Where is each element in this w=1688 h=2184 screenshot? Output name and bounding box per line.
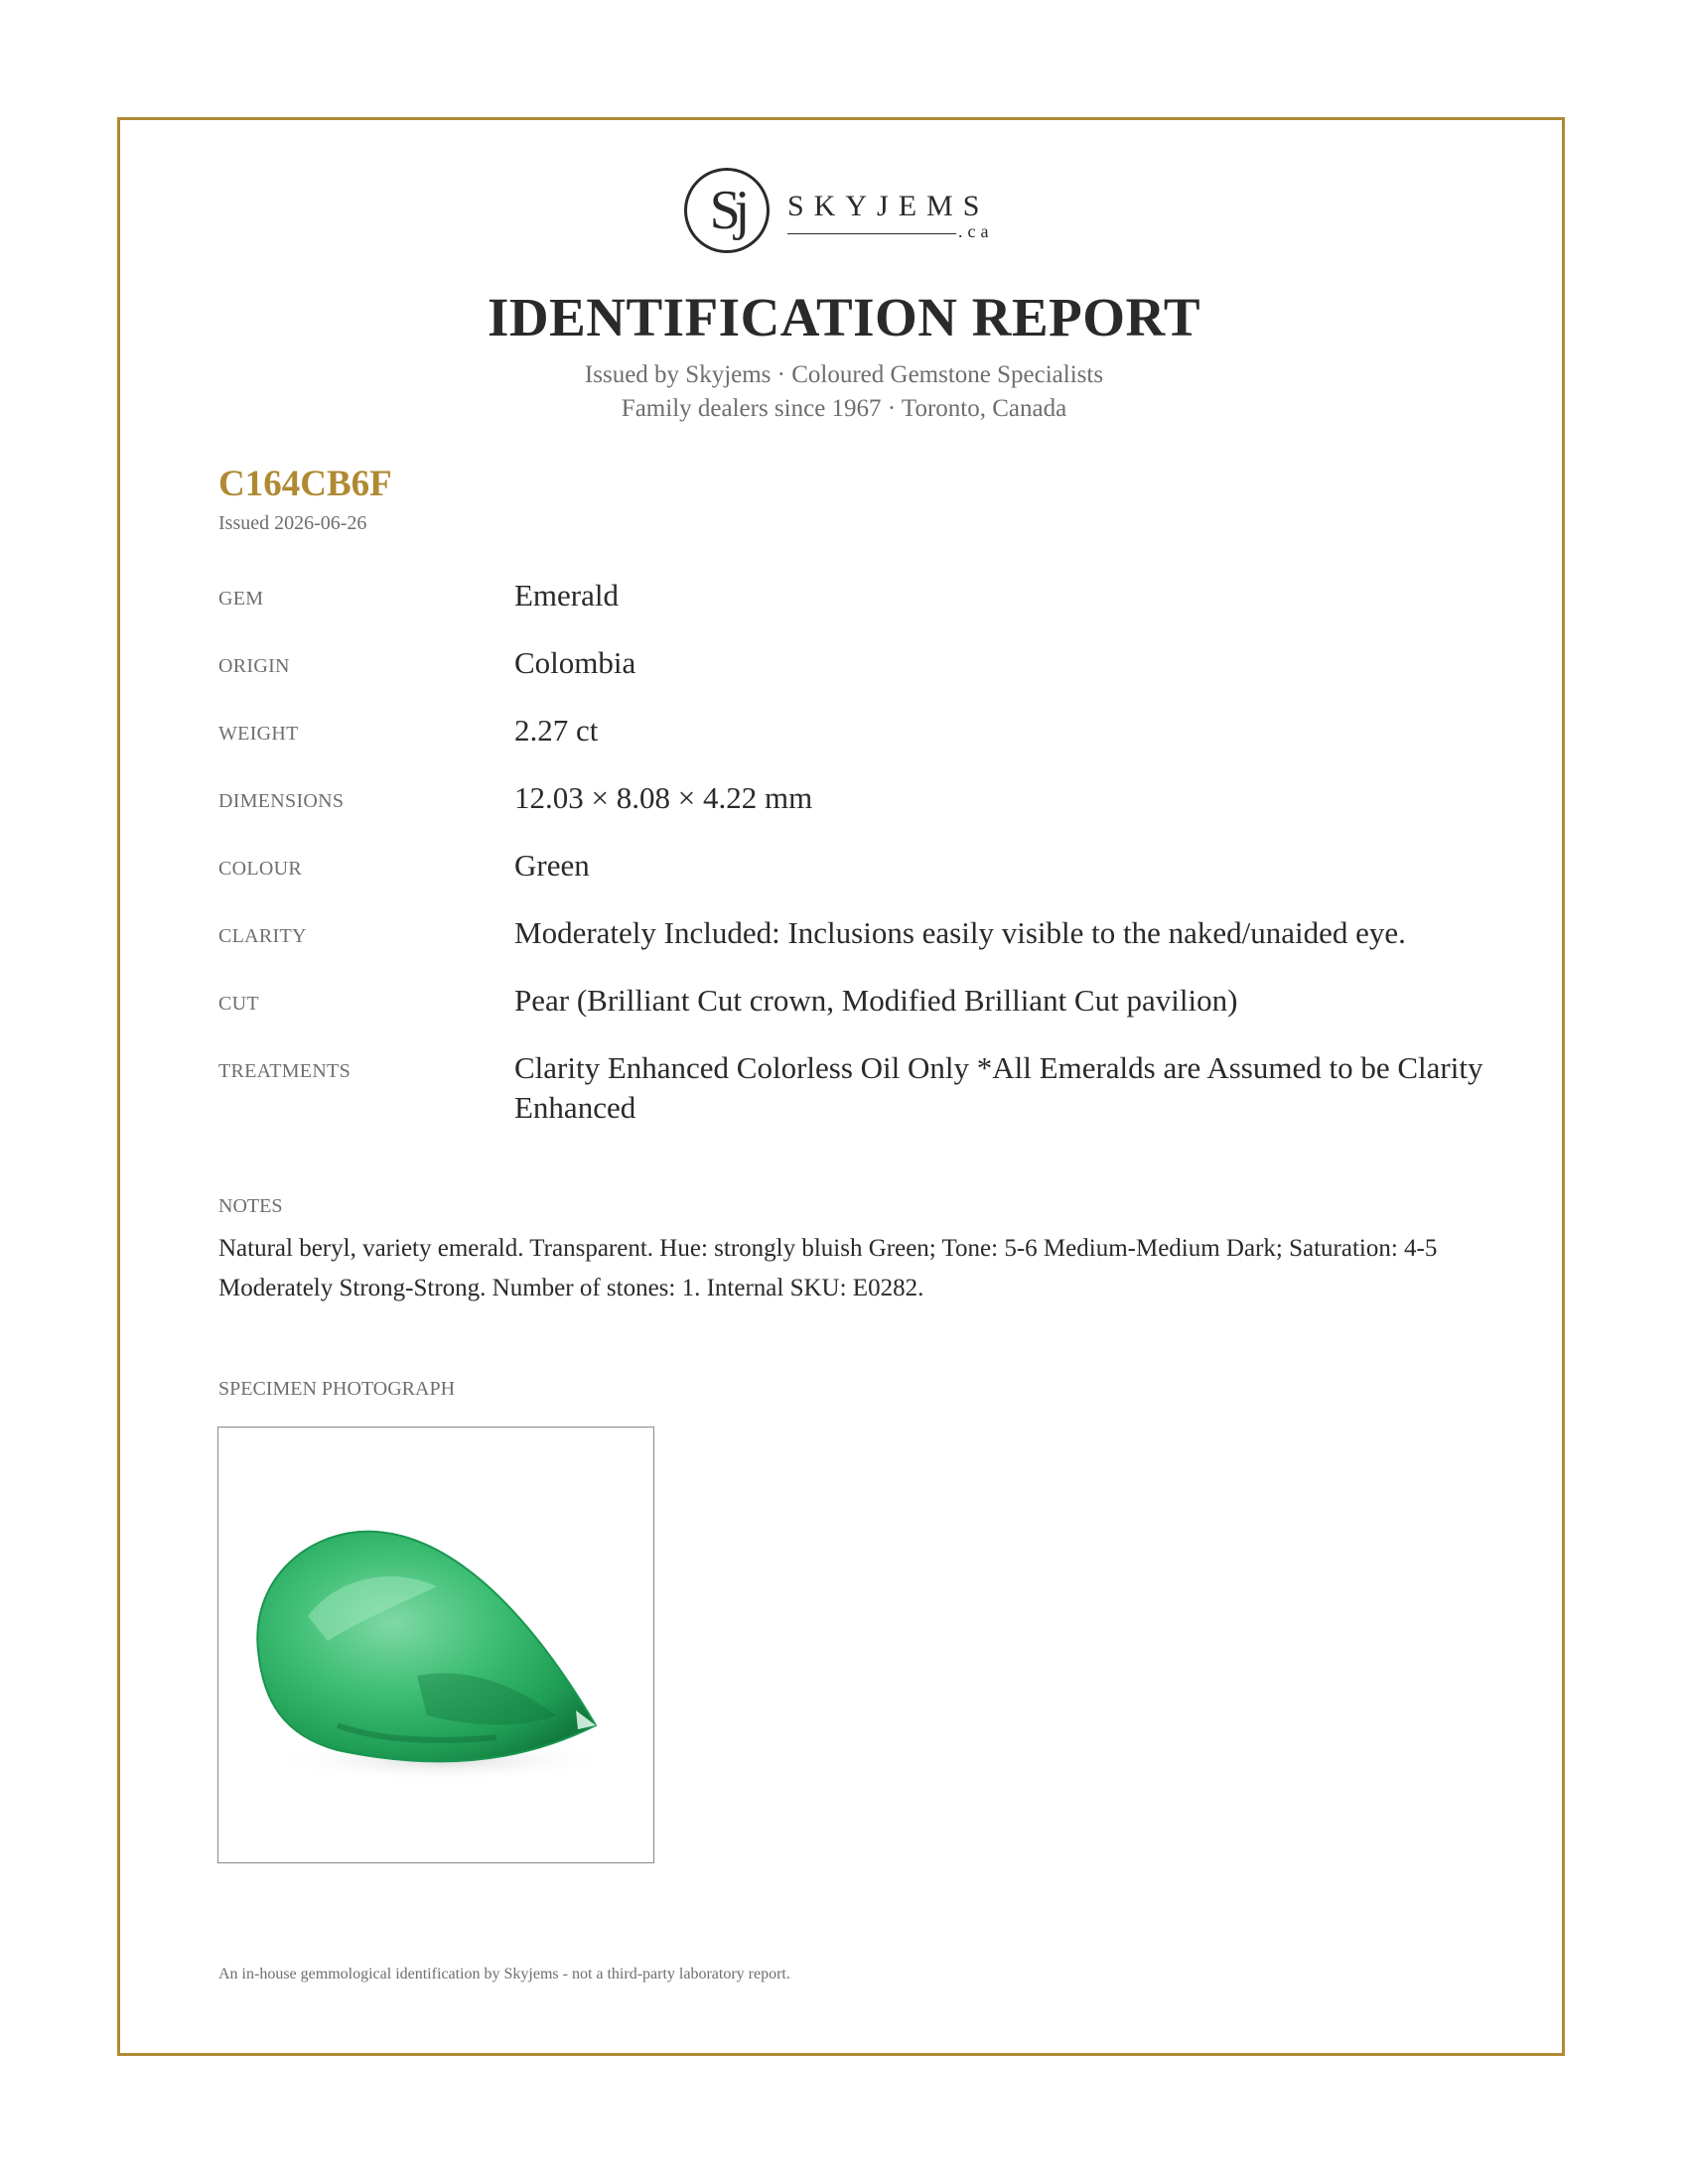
field-value: Pear (Brilliant Cut crown, Modified Brilliant Cut pavilion) <box>514 983 1238 1018</box>
logo-rule <box>787 233 956 234</box>
report-title: IDENTIFICATION REPORT <box>487 287 1201 347</box>
logo-wordmark: SKYJEMS <box>787 190 990 222</box>
field-label: CUT <box>218 993 259 1015</box>
field-label: CLARITY <box>218 925 307 947</box>
field-label: GEM <box>218 588 264 610</box>
notes-label: NOTES <box>218 1195 283 1217</box>
field-value: Clarity Enhanced Colorless Oil Only *All Emeralds are Assumed to be Clarity Enhanced <box>514 1050 1483 1125</box>
issue-date: Issued 2026-06-26 <box>218 512 367 534</box>
photo-label: SPECIMEN PHOTOGRAPH <box>218 1378 456 1400</box>
field-value: Emerald <box>514 578 620 613</box>
field-label: ORIGIN <box>218 655 290 677</box>
field-label: DIMENSIONS <box>218 790 345 812</box>
notes-text: Natural beryl, variety emerald. Transparent. Hue: strongly bluish Green; Tone: 5-6 Medium-Medium Dark; Saturation: 4-5 Moderately Strong-Strong. Number of stones: 1. Internal SKU: E0282. <box>218 1235 1438 1301</box>
field-label: TREATMENTS <box>218 1060 351 1082</box>
field-label: COLOUR <box>218 858 303 880</box>
logo-monogram: Sj <box>709 180 745 241</box>
emerald-pear-gem-icon <box>218 1428 655 1864</box>
skyjems-logo <box>684 164 1002 263</box>
subtitle-location: Family dealers since 1967 · Toronto, Canada <box>621 395 1067 422</box>
field-value: Green <box>514 848 590 883</box>
field-value: Colombia <box>514 645 636 680</box>
specimen-photo <box>217 1427 654 1863</box>
subtitle-issuer: Issued by Skyjems · Coloured Gemstone Specialists <box>584 361 1104 388</box>
field-value: Moderately Included: Inclusions easily visible to the naked/unaided eye. <box>514 915 1406 950</box>
field-label: WEIGHT <box>218 723 299 745</box>
report-id: C164CB6F <box>218 464 392 504</box>
field-value: 12.03 × 8.08 × 4.22 mm <box>514 780 813 815</box>
logo-tld: .ca <box>958 221 994 241</box>
disclaimer-footer: An in-house gemmological identification by Skyjems - not a third-party laboratory report. <box>218 1966 790 1982</box>
field-value: 2.27 ct <box>514 713 599 748</box>
